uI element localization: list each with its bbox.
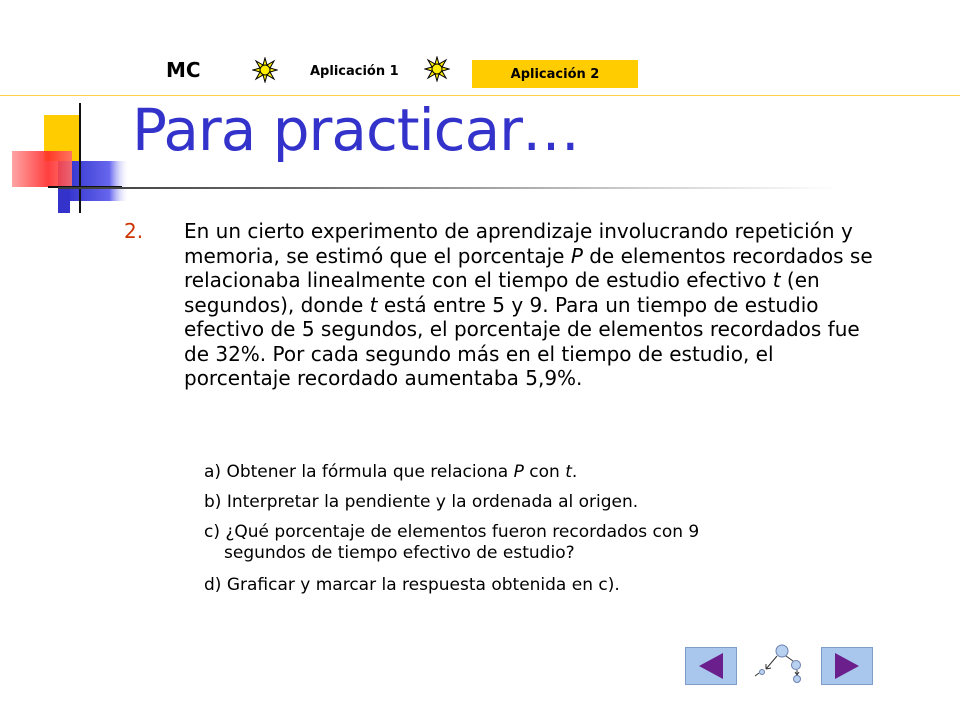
question-a [204, 462, 844, 483]
variable-t: t [369, 292, 378, 317]
question-text: segundos de tiempo efectivo de estudio? [224, 543, 575, 563]
prev-slide-button[interactable] [685, 647, 737, 685]
aplicacion-2-label: Aplicación 2 [510, 66, 600, 82]
next-slide-button[interactable] [821, 647, 873, 685]
variable-p: P [570, 243, 583, 268]
next-arrow-icon [822, 648, 872, 684]
variable-t: t [772, 268, 781, 292]
page-title: Para practicar… [132, 96, 579, 164]
variable-p: P [513, 462, 524, 482]
question-text: a) Obtener la fórmula que relaciona [204, 462, 509, 482]
mc-link[interactable]: MC [166, 58, 201, 82]
question-c [204, 522, 844, 564]
aplicacion-2-button[interactable] [472, 60, 638, 88]
problem-text-part: está entre 5 y 9. Para un tiempo de estudio efectivo de 5 segundos, el porcentaje de elementos recordados fue de 32%. Por cada segundo más en el tiempo de estudio, el porcentaje recordado aumentaba 5,9%. [184, 292, 860, 390]
problem-text-part: En un cierto experimento de aprendizaje involucrando repetición y memoria, se estimó que el porcentaje [184, 219, 853, 268]
problem-text-part: (en segundos), donde [184, 268, 820, 317]
question-text: . [571, 462, 578, 482]
sun-icon [252, 57, 278, 83]
problem-text-part: de elementos recordados se relacionaba linealmente con el tiempo de estudio efectivo [184, 243, 873, 292]
aplicacion-1-link[interactable]: Aplicación 1 [310, 64, 399, 79]
problem-text [184, 219, 884, 391]
question-text: con [529, 462, 560, 482]
variable-t: t [565, 462, 572, 482]
title-underline [58, 187, 838, 189]
question-text: c) ¿Qué porcentaje de elementos fueron recordados con 9 [204, 522, 700, 542]
home-icon[interactable] [752, 644, 814, 686]
problem-number: 2. [124, 219, 144, 243]
decorative-logo [0, 95, 132, 220]
question-d: d) Graficar y marcar la respuesta obtenida en c). [204, 575, 620, 595]
sun-icon [424, 56, 450, 82]
prev-arrow-icon [686, 648, 736, 684]
question-b: b) Interpretar la pendiente y la ordenada al origen. [204, 492, 639, 512]
